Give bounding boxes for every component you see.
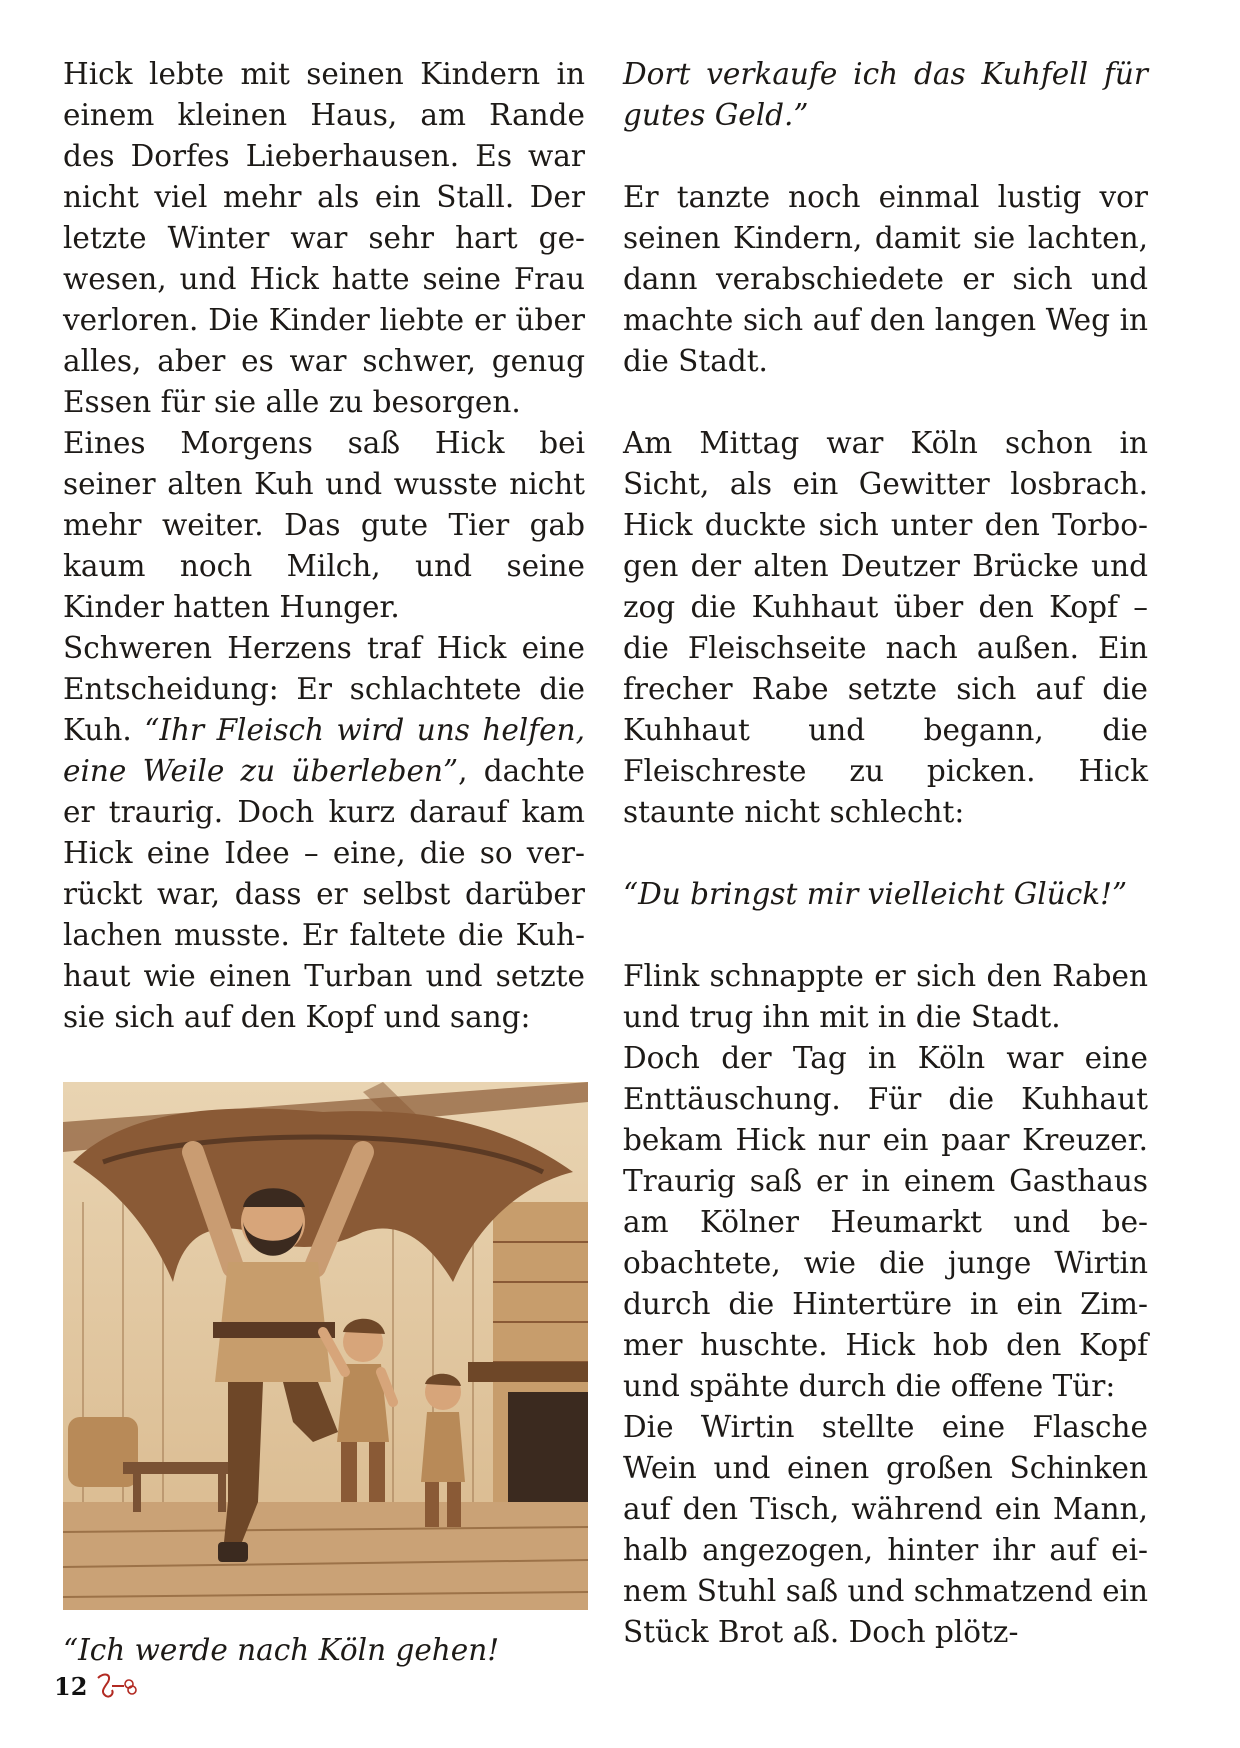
paragraph-gap [623, 382, 1148, 423]
left-column [63, 54, 585, 1038]
illustration [63, 1082, 588, 1610]
quote-paragraph: Dort verkaufe ich das Kuhfell für gutes Geld.” [623, 57, 1148, 132]
paragraph-text: , dachte er traurig. Doch kurz darauf kam Hick eine Idee – eine, die so verrückt war, dass er selbst darüber lachen musste. Er faltete die Kuhhaut wie einen Turban und setzte sie sich auf den Kopf und sang: [63, 754, 586, 1034]
paragraph: Am Mittag war Köln schon in Sicht, als ein Gewitter losbrach. Hick duckte sich unter den Torbogen der alten Deutzer Brücke und zog die Kuhhaut über den Kopf – die Fleischseite nach außen. Ein frecher Rabe setzte sich auf die Kuhhaut und begann, die Fleischreste zu picken. Hick staunte nicht schlecht: [623, 426, 1148, 829]
page-number: 12 [54, 1672, 88, 1701]
paragraph-text: Schweren Herzens traf Hick eine Entscheidung: Er schlachtete die Kuh. [63, 631, 585, 747]
right-column [623, 54, 1148, 1653]
paragraph-gap [623, 915, 1148, 956]
paragraph [63, 628, 585, 1038]
quote-paragraph: “Du bringst mir vielleicht Glück!” [623, 877, 1128, 911]
paragraph: Eines Morgens saß Hick bei seiner alten Kuh und wusste nicht mehr weiter. Das gute Tier gab kaum noch Milch, und seine Kinder hatten Hunger. [63, 426, 585, 624]
paragraph: Hick lebte mit seinen Kindern in einem kleinen Haus, am Rande des Dorfes Lieberhausen. Es war nicht viel mehr als ein Stall. Der letzte Winter war sehr hart gewesen, und Hick hatte seine Frau verloren. Die Kinder liebte er über alles, aber es war schwer, genug Essen für sie alle zu besorgen. [63, 57, 585, 419]
man-lifting-cowhide-illustration-icon [63, 1082, 588, 1610]
paragraph: Er tanzte noch einmal lustig vor seinen Kindern, damit sie lachten, dann verabschiedete er sich und machte sich auf den langen Weg in die Stadt. [623, 180, 1148, 378]
quote-text: “Ihr Fleisch wird uns helfen, eine Weile zu überleben” [63, 713, 585, 788]
paragraph-gap [623, 833, 1148, 874]
paragraph-gap [623, 136, 1148, 177]
paragraph: Die Wirtin stellte eine Flasche Wein und einen großen Schinken auf den Tisch, während ein Mann, halb angezogen, hinter ihr auf einem Stuhl saß und schmatzend ein Stück Brot aß. Doch plötz- [623, 1410, 1148, 1649]
paragraph: Doch der Tag in Köln war eine Enttäuschung. Für die Kuhhaut bekam Hick nur ein paar Kreuzer. Traurig saß er in einem Gasthaus am Kölner Heumarkt und beobachtete, wie die junge Wirtin durch die Hintertüre in ein Zimmer huschte. Hick hob den Kopf und spähte durch die offene Tür: [623, 1041, 1148, 1403]
paragraph: Flink schnappte er sich den Raben und trug ihn mit in die Stadt. [623, 959, 1148, 1034]
illustration-caption: “Ich werde nach Köln gehen! [63, 1633, 500, 1667]
red-flourish-icon [94, 1670, 140, 1702]
